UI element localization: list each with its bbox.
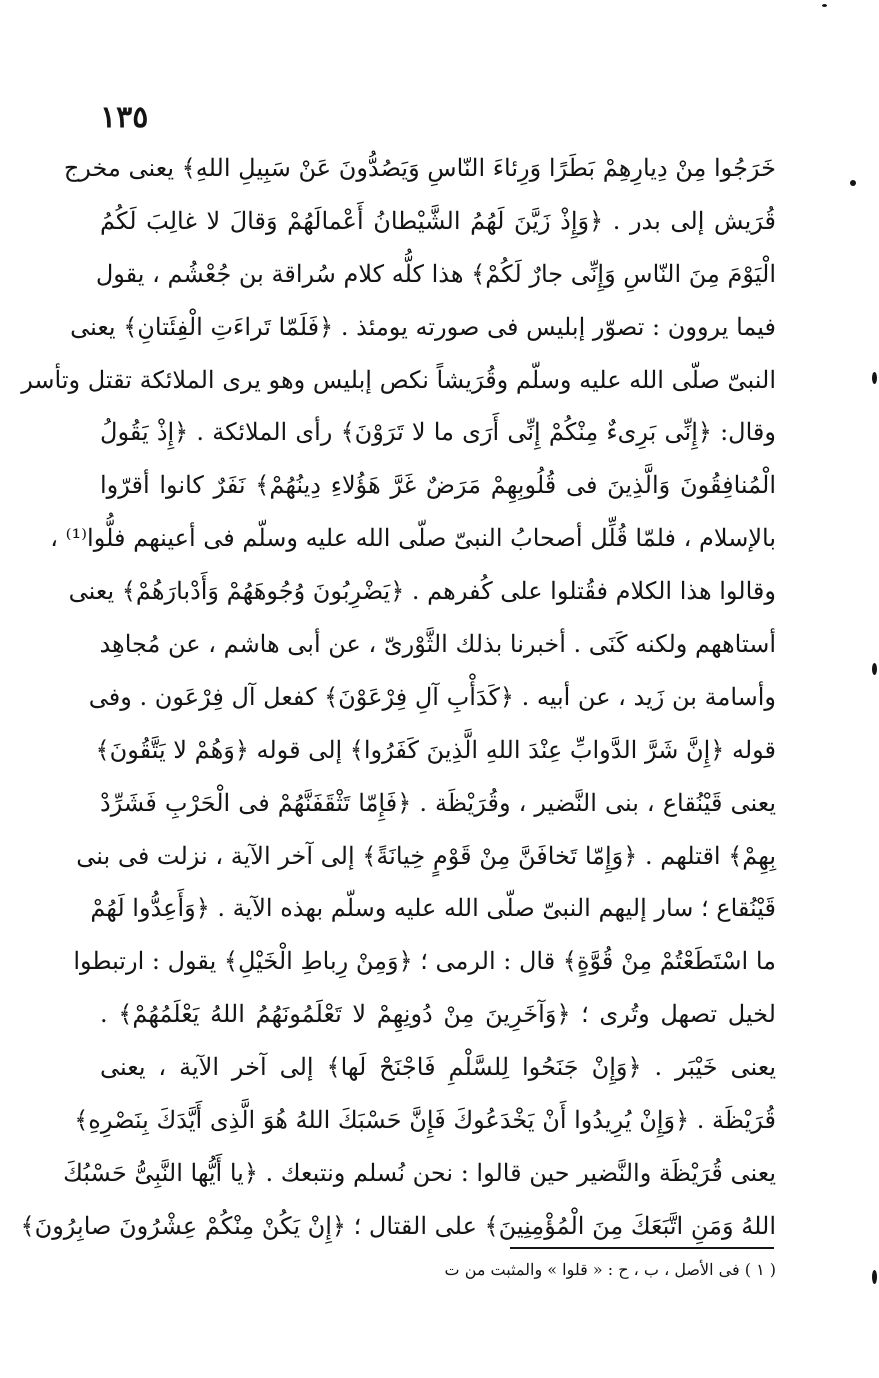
text-line-7: الْمُنافِقُونَ وَالَّذِينَ فى قُلُوبِهِمْ مَرَضٌ غَرَّ هَؤُلاءِ دِينُهُمْ﴾ نَفَرٌ كانوا أقرّوا	[100, 471, 776, 500]
scan-speck-5	[822, 4, 827, 7]
body-text	[20, 142, 776, 1253]
text-line-11: وأسامة بن زَيد ، عن أبيه . ﴿كَدَأْبِ آلِ فِرْعَوْنَ﴾ كفعل آل فِرْعَون . وفى	[88, 682, 776, 711]
text-line-21: اللهُ وَمَنِ اتَّبَعَكَ مِنَ الْمُؤْمِنِينَ﴾ على القتال ؛ ﴿إِنْ يَكُنْ مِنْكُمْ عِشْرُونَ صابِرُونَ﴾	[20, 1211, 776, 1240]
text-line-20: يعنى قُرَيْظَة والنَّضير حين قالوا : نحن نُسلم ونتبعك . ﴿يا أَيُّها النَّبِىُّ حَسْبُكَ	[63, 1158, 776, 1187]
scan-speck-1	[850, 180, 856, 186]
text-line-8: بالإسلام ، فلمّا قُلِّل أصحابُ النبىّ صلّى الله عليه وسلّم فى أعينهم فلُّوا⁽¹⁾ ،	[50, 524, 776, 553]
text-line-18: يعنى خَيْبَر . ﴿وَإِنْ جَنَحُوا لِلسَّلْمِ فَاجْنَحْ لَها﴾ إلى آخر الآية ، يعنى	[100, 1053, 776, 1082]
text-line-4: فيما يروون : تصوّر إبليس فى صورته يومئذ . ﴿فَلَمّا تَراءَتِ الْفِئَتانِ﴾ يعنى	[70, 312, 776, 341]
text-line-2: قُرَيش إلى بدر . ﴿وَإِذْ زَيَّنَ لَهُمُ الشَّيْطانُ أَعْمالَهُمْ وَقالَ لا غالِبَ لَكُمُ	[100, 206, 776, 235]
text-line-10: أستاههم ولكنه كَنَى . أخبرنا بذلك الثَّوْرىّ ، عن أبى هاشم ، عن مُجاهِد	[99, 630, 776, 659]
text-line-16: ما اسْتَطَعْتُمْ مِنْ قُوَّةٍ﴾ قال : الرمى ؛ ﴿وَمِنْ رِباطِ الْخَيْلِ﴾ يقول : ارتبطوا	[73, 947, 776, 976]
text-line-15: قَيْنُقاع ؛ سار إليهم النبىّ صلّى الله عليه وسلّم بهذه الآية . ﴿وَأَعِدُّوا لَهُمْ	[90, 894, 776, 923]
text-line-6: وقال: ﴿إِنِّى بَرِىءٌ مِنْكُمْ إِنِّى أَرَى ما لا تَرَوْنَ﴾ رأى الملائكة . ﴿إِذْ يَقُولُ	[100, 418, 776, 447]
page-number: ١٣٥	[100, 100, 149, 135]
text-line-19: قُرَيْظَة . ﴿وَإِنْ يُرِيدُوا أَنْ يَخْدَعُوكَ فَإِنَّ حَسْبَكَ اللهُ هُوَ الَّذِى أَيَّدَكَ بِنَصْرِهِ﴾	[74, 1106, 776, 1135]
text-line-3: الْيَوْمَ مِنَ النّاسِ وَإِنِّى جارٌ لَكُمْ﴾ هذا كلُّه كلام سُراقة بن جُعْشُم ، يقول	[95, 259, 776, 288]
text-line-13: يعنى قَيْنُقاع ، بنى النَّضير ، وقُرَيْظَة . ﴿فَإِمّا تَثْقَفَنَّهُمْ فى الْحَرْبِ فَشَرِّدْ	[100, 788, 776, 817]
scan-speck-3	[872, 663, 877, 675]
scan-speck-2	[872, 372, 877, 384]
text-line-12: قوله ﴿إِنَّ شَرَّ الدَّوابِّ عِنْدَ اللهِ الَّذِينَ كَفَرُوا﴾ إلى قوله ﴿وَهُمْ لا يَتَّقُونَ﴾	[95, 735, 776, 764]
text-line-5: النبىّ صلّى الله عليه وسلّم وقُرَيشاً نكص إبليس وهو يرى الملائكة تقتل وتأسر	[21, 365, 776, 394]
text-line-14: بِهِمْ﴾ اقتلهم . ﴿وَإِمّا تَخافَنَّ مِنْ قَوْمٍ خِيانَةً﴾ إلى آخر الآية ، نزلت فى بنى	[76, 841, 776, 870]
text-line-9: وقالوا هذا الكلام فقُتلوا على كُفرهم . ﴿يَضْرِبُونَ وُجُوهَهُمْ وَأَدْبارَهُمْ﴾ يعنى	[68, 577, 776, 606]
scan-speck-4	[872, 1270, 877, 1284]
text-line-1: خَرَجُوا مِنْ دِيارِهِمْ بَطَرًا وَرِئاءَ النّاسِ وَيَصُدُّونَ عَنْ سَبِيلِ اللهِ﴾ يعنى مخرج	[63, 154, 776, 182]
footnote-divider	[510, 1247, 774, 1249]
footnote: ( ١ ) فى الأصل ، ب ، ح : « قلوا » والمثبت من ت	[444, 1260, 776, 1279]
text-line-17: لخيل تصهل وتُرى ؛ ﴿وَآخَرِينَ مِنْ دُونِهِمْ لا تَعْلَمُونَهُمُ اللهُ يَعْلَمُهُمْ﴾ .	[100, 1000, 776, 1029]
